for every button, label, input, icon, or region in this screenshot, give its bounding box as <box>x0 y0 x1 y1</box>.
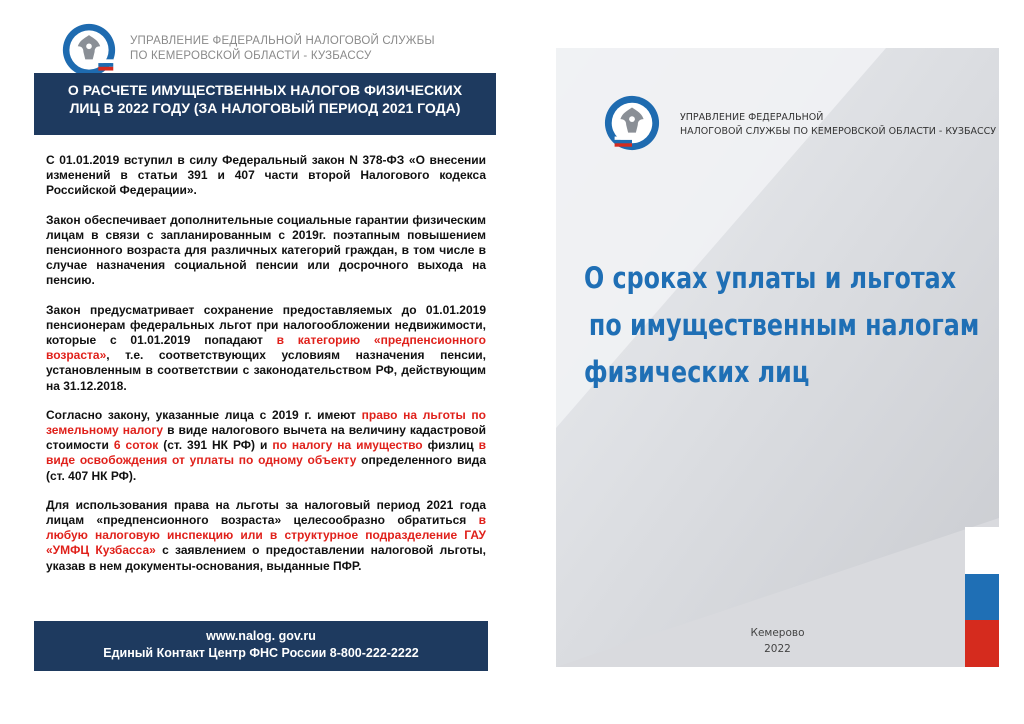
paragraph-2: Закон обеспечивает дополнительные социальные гарантии физическим лицам в связи с запланированным с 2019г. поэтапным повышением пенсионного возраста для различных категорий граждан, в том числе в случае назначения социальной пенсии или досрочного выхода на пенсию. <box>46 212 486 288</box>
paragraph-5-text-b: с заявлением о предоставлении налоговой льготы, указав в нем документы-основания, выданные ПФР. <box>46 543 486 573</box>
cover-page <box>556 48 999 667</box>
leaflet-title: О РАСЧЕТЕ ИМУЩЕСТВЕННЫХ НАЛОГОВ ФИЗИЧЕСКИХ ЛИЦ В 2022 ГОДУ (ЗА НАЛОГОВЫЙ ПЕРИОД 2021 ГОДА) <box>67 82 463 116</box>
leaflet-title-box <box>34 73 496 135</box>
paragraph-1: С 01.01.2019 вступил в силу Федеральный закон N 378-ФЗ «О внесении изменений в статьи 391 и 407 части второй Налогового кодекса Российской Федерации». <box>46 153 486 198</box>
cover-year: 2022 <box>764 643 791 655</box>
cover-imprint <box>556 625 999 657</box>
paragraph-3 <box>46 303 486 394</box>
leaflet-body <box>46 153 486 588</box>
paragraph-4-highlight-1: право на льготы по земельному налогу <box>46 407 486 438</box>
cover-title <box>584 255 980 396</box>
cover-title-line1: О сроках уплаты и льготах <box>584 261 957 295</box>
fns-emblem-icon <box>60 22 118 78</box>
cover-title-line3: физических лиц <box>584 355 810 389</box>
paragraph-4-text-d: физлиц <box>422 438 479 453</box>
paragraph-4 <box>46 408 486 484</box>
fns-emblem-icon <box>602 94 662 152</box>
cover-title-line2: по имущественным налогам <box>588 308 980 342</box>
contact-footer <box>34 621 488 671</box>
paragraph-4-text-e: определенного вида (ст. 407 НК РФ). <box>46 453 486 483</box>
paragraph-3-text-end: , т.е. соответствующих условиям назначения пенсии, установленным в соответствии с законодательством РФ, действующим на 31.12.2018. <box>46 348 486 393</box>
paragraph-3-text: Закон предусматривает сохранение предоставляемых до 01.01.2019 пенсионерам федеральных льгот при налогообложении недвижимости, которые с 01.01.2019 попадают <box>46 302 486 348</box>
paragraph-4-highlight-3: по налогу на имущество <box>272 438 423 453</box>
cover-org-line2: НАЛОГОВОЙ СЛУЖБЫ ПО КЕМЕРОВСКОЙ ОБЛАСТИ - КУЗБАССУ <box>680 126 997 137</box>
flag-white <box>965 527 999 574</box>
paragraph-4-highlight-2: 6 соток <box>113 438 159 453</box>
paragraph-4-text-c: (ст. 391 НК РФ) и <box>158 438 273 453</box>
cover-org-name <box>680 111 996 139</box>
org-name-line1: УПРАВЛЕНИЕ ФЕДЕРАЛЬНОЙ НАЛОГОВОЙ СЛУЖБЫ <box>130 35 435 47</box>
org-name-line2: ПО КЕМЕРОВСКОЙ ОБЛАСТИ - КУЗБАССУ <box>130 50 372 62</box>
paragraph-5-highlight: в любую налоговую инспекцию или в структурное подразделение ГАУ «УМФЦ Кузбасса» <box>46 513 486 558</box>
paragraph-4-text-b: в виде налогового вычета на величину кадастровой стоимости <box>46 423 486 453</box>
paragraph-5-text-a: Для использования права на льготы за налоговый период 2021 года лицам «предпенсионного возраста» целесообразно обратиться <box>46 497 486 528</box>
paragraph-4-text-a: Согласно закону, указанные лица с 2019 г. имеют <box>46 407 362 422</box>
flag-blue <box>965 574 999 621</box>
paragraph-4-highlight-4: в виде освобождения от уплаты по одному объекту <box>46 438 486 468</box>
cover-city: Кемерово <box>750 627 805 639</box>
contact-center-phone: Единый Контакт Центр ФНС России 8-800-222-2222 <box>103 646 419 660</box>
cover-org-line1: УПРАВЛЕНИЕ ФЕДЕРАЛЬНОЙ <box>680 112 824 123</box>
website-link[interactable]: www.nalog. gov.ru <box>206 629 316 643</box>
paragraph-5 <box>46 498 486 574</box>
paragraph-3-highlight: в категорию «предпенсионного возраста» <box>46 333 486 363</box>
org-name <box>130 34 435 64</box>
